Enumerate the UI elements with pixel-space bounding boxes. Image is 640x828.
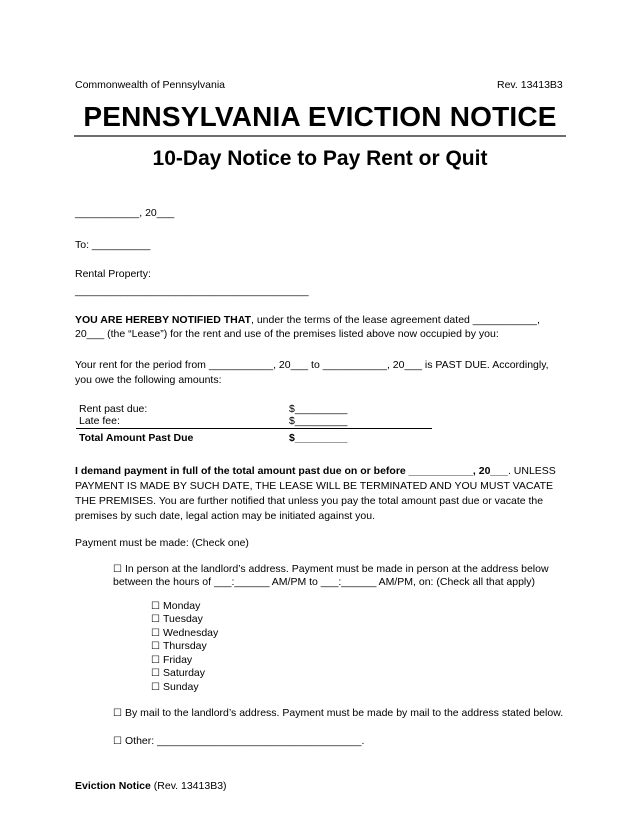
day-saturday-label: Saturday <box>163 667 206 679</box>
mail-checkbox[interactable]: ☐ <box>113 708 122 719</box>
option-other-label: Other: ___________________________________. <box>125 735 365 747</box>
footer-bold: Eviction Notice <box>75 780 151 792</box>
page-subtitle: 10-Day Notice to Pay Rent or Quit <box>152 147 488 170</box>
rent-past-due-label: Rent past due: <box>79 403 148 415</box>
demand-line-3: THE PREMISES. You are further notified that unless you pay the total amount past due or vacate the <box>75 495 544 507</box>
rental-property-label: Rental Property: <box>75 268 151 280</box>
tuesday-checkbox[interactable]: ☐ <box>151 614 160 625</box>
rent-period-line-2: you owe the following amounts: <box>75 374 222 386</box>
header-jurisdiction: Commonwealth of Pennsylvania <box>75 79 225 91</box>
other-checkbox[interactable]: ☐ <box>113 736 122 747</box>
in-person-checkbox[interactable]: ☐ <box>113 564 122 575</box>
notice-line-1-rest: , under the terms of the lease agreement dated ___________, <box>250 314 540 326</box>
rental-property-blank: ________________________________________ <box>75 285 309 297</box>
date-line: ___________, 20___ <box>75 207 175 219</box>
sunday-checkbox[interactable]: ☐ <box>151 682 160 693</box>
day-monday[interactable] <box>151 600 200 612</box>
total-amount-value: $_________ <box>289 432 348 444</box>
saturday-checkbox[interactable]: ☐ <box>151 668 160 679</box>
day-thursday[interactable] <box>151 640 207 652</box>
notice-line-1 <box>75 314 540 326</box>
to-line: To: __________ <box>75 239 151 251</box>
day-thursday-label: Thursday <box>163 640 207 652</box>
footer-rest: (Rev. 13413B3) <box>150 780 227 792</box>
friday-checkbox[interactable]: ☐ <box>151 655 160 666</box>
day-sunday-label: Sunday <box>163 681 199 693</box>
day-wednesday[interactable] <box>151 627 218 639</box>
demand-line-1 <box>75 465 556 477</box>
demand-line-1-rest: . UNLESS <box>507 465 556 477</box>
demand-line-4: premises by such date, legal action may be initiated against you. <box>75 510 376 522</box>
day-saturday[interactable] <box>151 667 205 679</box>
title-divider <box>74 135 566 137</box>
option-in-person-line-1: In person at the landlord’s address. Payment must be made in person at the address below <box>125 563 549 575</box>
monday-checkbox[interactable]: ☐ <box>151 601 160 612</box>
page-title: PENNSYLVANIA EVICTION NOTICE <box>83 101 557 132</box>
option-other[interactable] <box>113 735 364 747</box>
day-tuesday[interactable] <box>151 613 203 625</box>
day-sunday[interactable] <box>151 681 199 693</box>
footer <box>75 780 227 792</box>
thursday-checkbox[interactable]: ☐ <box>151 641 160 652</box>
option-mail[interactable] <box>113 707 563 719</box>
late-fee-label: Late fee: <box>79 415 120 427</box>
rent-period-line-1: Your rent for the period from ___________, 20___ to ___________, 20___ is PAST DUE. Accordingly, <box>75 359 549 371</box>
total-amount-label: Total Amount Past Due <box>79 432 194 444</box>
demand-bold: I demand payment in full of the total amount past due on or before ___________, 20___ <box>75 465 508 477</box>
day-monday-label: Monday <box>163 600 201 612</box>
option-in-person[interactable] <box>113 563 549 575</box>
payment-heading: Payment must be made: (Check one) <box>75 537 249 549</box>
notice-bold: YOU ARE HEREBY NOTIFIED THAT <box>75 314 251 326</box>
amounts-divider <box>76 428 432 429</box>
header-revision: Rev. 13413B3 <box>497 79 563 91</box>
demand-line-2: PAYMENT IS MADE BY SUCH DATE, THE LEASE WILL BE TERMINATED AND YOU MUST VACATE <box>75 480 554 492</box>
late-fee-value: $_________ <box>289 415 348 427</box>
rent-past-due-value: $_________ <box>289 403 348 415</box>
notice-line-2: 20___ (the “Lease”) for the rent and use of the premises listed above now occupied by you: <box>75 328 499 340</box>
day-tuesday-label: Tuesday <box>163 613 203 625</box>
option-in-person-line-2: between the hours of ___:______ AM/PM to ___:______ AM/PM, on: (Check all that apply) <box>113 576 536 588</box>
wednesday-checkbox[interactable]: ☐ <box>151 628 160 639</box>
day-wednesday-label: Wednesday <box>163 627 219 639</box>
day-friday[interactable] <box>151 654 192 666</box>
day-friday-label: Friday <box>163 654 193 666</box>
option-mail-label: By mail to the landlord’s address. Payment must be made by mail to the address stated below. <box>125 707 564 719</box>
